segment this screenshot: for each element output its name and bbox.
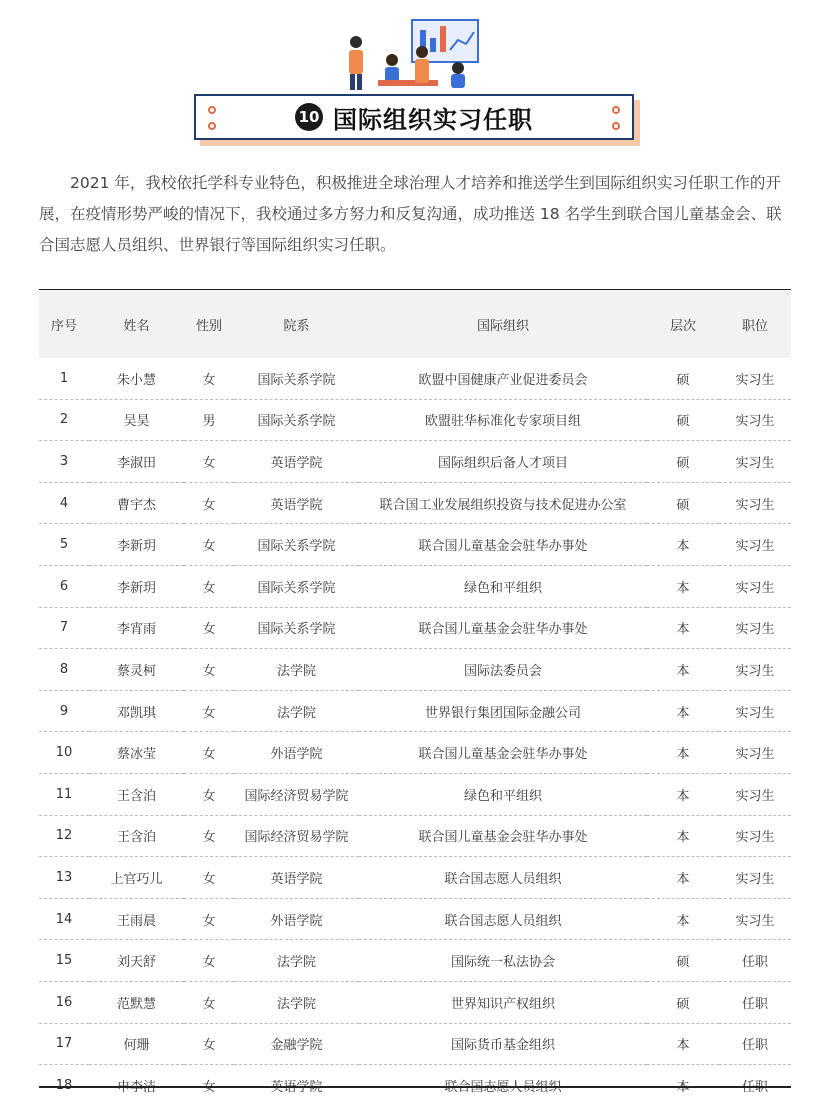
table-cell: 10 <box>39 732 89 774</box>
table-cell: 英语学院 <box>234 482 359 524</box>
table-cell: 女 <box>184 358 234 399</box>
table-cell: 国际关系学院 <box>234 607 359 649</box>
table-cell: 英语学院 <box>234 441 359 483</box>
column-header: 国际组织 <box>476 318 529 334</box>
table-cell: 女 <box>184 940 234 982</box>
table-cell: 15 <box>39 940 89 982</box>
table-row <box>39 399 791 441</box>
table-cell: 蔡冰莹 <box>89 732 184 774</box>
table-cell: 3 <box>39 441 89 483</box>
table-cell: 李新玥 <box>89 565 184 607</box>
table-cell: 硕 <box>647 940 719 982</box>
table-cell: 8 <box>39 649 89 691</box>
table-row <box>39 981 791 1023</box>
table-cell: 女 <box>184 981 234 1023</box>
table-cell: 女 <box>184 482 234 524</box>
table-cell: 实习生 <box>719 732 791 774</box>
table-cell: 欧盟驻华标准化专家项目组 <box>359 399 647 441</box>
table-cell: 国际法委员会 <box>359 649 647 691</box>
table-cell: 国际经济贸易学院 <box>234 815 359 857</box>
table-cell: 13 <box>39 857 89 899</box>
table-row <box>39 565 791 607</box>
table-cell: 7 <box>39 607 89 649</box>
table-cell: 本 <box>647 773 719 815</box>
table-cell: 硕 <box>647 981 719 1023</box>
column-header: 姓名 <box>123 318 150 334</box>
table-cell: 本 <box>647 732 719 774</box>
table-cell: 16 <box>39 981 89 1023</box>
table-cell: 联合国工业发展组织投资与技术促进办公室 <box>359 482 647 524</box>
table-cell: 本 <box>647 649 719 691</box>
table-cell: 实习生 <box>719 399 791 441</box>
table-cell: 实习生 <box>719 773 791 815</box>
table-cell: 女 <box>184 524 234 566</box>
table-cell: 联合国儿童基金会驻华办事处 <box>359 815 647 857</box>
table-cell: 世界银行集团国际金融公司 <box>359 690 647 732</box>
table-cell: 本 <box>647 607 719 649</box>
table-row <box>39 649 791 691</box>
table-row <box>39 857 791 899</box>
table-cell: 联合国志愿人员组织 <box>359 857 647 899</box>
table-cell: 法学院 <box>234 940 359 982</box>
table-cell: 17 <box>39 1023 89 1065</box>
table-cell: 4 <box>39 482 89 524</box>
table-cell: 国际关系学院 <box>234 524 359 566</box>
table-cell: 英语学院 <box>234 857 359 899</box>
table-row <box>39 898 791 940</box>
table-row <box>39 732 791 774</box>
table-cell: 本 <box>647 524 719 566</box>
table-cell: 法学院 <box>234 649 359 691</box>
table-row <box>39 815 791 857</box>
table-cell: 女 <box>184 649 234 691</box>
team-illustration <box>330 10 490 94</box>
table-cell: 12 <box>39 815 89 857</box>
table-row <box>39 940 791 982</box>
table-cell: 实习生 <box>719 607 791 649</box>
table-cell: 上官巧儿 <box>89 857 184 899</box>
table-cell: 联合国志愿人员组织 <box>359 898 647 940</box>
table-row <box>39 358 791 399</box>
table-cell: 朱小慧 <box>89 358 184 399</box>
table-cell: 任职 <box>719 940 791 982</box>
table-row <box>39 773 791 815</box>
column-header: 院系 <box>283 318 310 334</box>
table-cell: 实习生 <box>719 815 791 857</box>
table-cell: 李淑田 <box>89 441 184 483</box>
table-cell: 国际关系学院 <box>234 565 359 607</box>
table-cell: 本 <box>647 815 719 857</box>
table-cell: 硕 <box>647 399 719 441</box>
table-cell: 女 <box>184 732 234 774</box>
table-cell: 法学院 <box>234 690 359 732</box>
table-cell: 何珊 <box>89 1023 184 1065</box>
table-cell: 女 <box>184 441 234 483</box>
table-cell: 联合国儿童基金会驻华办事处 <box>359 607 647 649</box>
section-title-text: 国际组织实习任职 <box>333 105 533 134</box>
table-cell: 国际关系学院 <box>234 358 359 399</box>
table-cell: 王雨晨 <box>89 898 184 940</box>
table-cell: 国际经济贸易学院 <box>234 773 359 815</box>
table-cell: 本 <box>647 1023 719 1065</box>
column-header: 性别 <box>195 318 222 334</box>
table-row <box>39 607 791 649</box>
table-cell: 2 <box>39 399 89 441</box>
table-cell: 王含泊 <box>89 773 184 815</box>
table-cell: 1 <box>39 358 89 399</box>
table-cell: 本 <box>647 857 719 899</box>
table-cell: 实习生 <box>719 482 791 524</box>
table-cell: 实习生 <box>719 565 791 607</box>
section-number-badge: 10 <box>295 103 323 131</box>
table-cell: 李宵雨 <box>89 607 184 649</box>
table-cell: 国际组织后备人才项目 <box>359 441 647 483</box>
table-cell: 实习生 <box>719 358 791 399</box>
table-cell: 实习生 <box>719 690 791 732</box>
table-cell: 实习生 <box>719 524 791 566</box>
table-cell: 女 <box>184 773 234 815</box>
table-cell: 本 <box>647 565 719 607</box>
column-header: 职位 <box>741 318 768 334</box>
table-cell: 李新玥 <box>89 524 184 566</box>
table-cell: 邓凯琪 <box>89 690 184 732</box>
table-cell: 外语学院 <box>234 898 359 940</box>
table-row <box>39 482 791 524</box>
table-bottom-rule <box>39 1086 791 1088</box>
table-cell: 女 <box>184 565 234 607</box>
table-cell: 女 <box>184 815 234 857</box>
table-cell: 国际统一私法协会 <box>359 940 647 982</box>
table-cell: 6 <box>39 565 89 607</box>
table-cell: 14 <box>39 898 89 940</box>
table-row <box>39 524 791 566</box>
table-cell: 法学院 <box>234 981 359 1023</box>
table-cell: 9 <box>39 690 89 732</box>
column-header: 层次 <box>669 318 696 334</box>
table-row <box>39 441 791 483</box>
table-cell: 金融学院 <box>234 1023 359 1065</box>
table-cell: 11 <box>39 773 89 815</box>
table-cell: 女 <box>184 690 234 732</box>
table-cell: 世界知识产权组织 <box>359 981 647 1023</box>
table-row <box>39 690 791 732</box>
table-cell: 实习生 <box>719 898 791 940</box>
table-cell: 绿色和平组织 <box>359 565 647 607</box>
table-cell: 本 <box>647 690 719 732</box>
intro-paragraph: 2021 年，我校依托学科专业特色，积极推进全球治理人才培养和推送学生到国际组织实习任职工作的开展，在疫情形势严峻的情况下，我校通过多方努力和反复沟通，成功推送 18 名学生到联合国儿童基金会、联合国志愿人员组织、世界银行等国际组织实习任职。 <box>39 174 782 254</box>
section-title <box>194 94 634 140</box>
table-cell: 任职 <box>719 1023 791 1065</box>
table-cell: 5 <box>39 524 89 566</box>
internship-table <box>39 290 791 1106</box>
table-cell: 联合国儿童基金会驻华办事处 <box>359 732 647 774</box>
table-cell: 女 <box>184 607 234 649</box>
table-row <box>39 1023 791 1065</box>
table-cell: 绿色和平组织 <box>359 773 647 815</box>
table-cell: 女 <box>184 1023 234 1065</box>
table-cell: 欧盟中国健康产业促进委员会 <box>359 358 647 399</box>
table-cell: 外语学院 <box>234 732 359 774</box>
table-cell: 曹宇杰 <box>89 482 184 524</box>
table-cell: 王含泊 <box>89 815 184 857</box>
table-cell: 男 <box>184 399 234 441</box>
table-cell: 范默慧 <box>89 981 184 1023</box>
table-cell: 国际关系学院 <box>234 399 359 441</box>
table-cell: 任职 <box>719 981 791 1023</box>
table-cell: 国际货币基金组织 <box>359 1023 647 1065</box>
table-cell: 实习生 <box>719 441 791 483</box>
table-body <box>39 358 791 1106</box>
table-cell: 硕 <box>647 441 719 483</box>
table-cell: 硕 <box>647 482 719 524</box>
table-cell: 实习生 <box>719 857 791 899</box>
table-cell: 本 <box>647 898 719 940</box>
table-cell: 女 <box>184 857 234 899</box>
table-cell: 联合国儿童基金会驻华办事处 <box>359 524 647 566</box>
table-cell: 硕 <box>647 358 719 399</box>
table-cell: 吴昊 <box>89 399 184 441</box>
table-cell: 女 <box>184 898 234 940</box>
column-header: 序号 <box>50 318 77 334</box>
table-cell: 刘天舒 <box>89 940 184 982</box>
table-cell: 蔡灵柯 <box>89 649 184 691</box>
table-header-row <box>39 290 791 358</box>
table-cell: 实习生 <box>719 649 791 691</box>
